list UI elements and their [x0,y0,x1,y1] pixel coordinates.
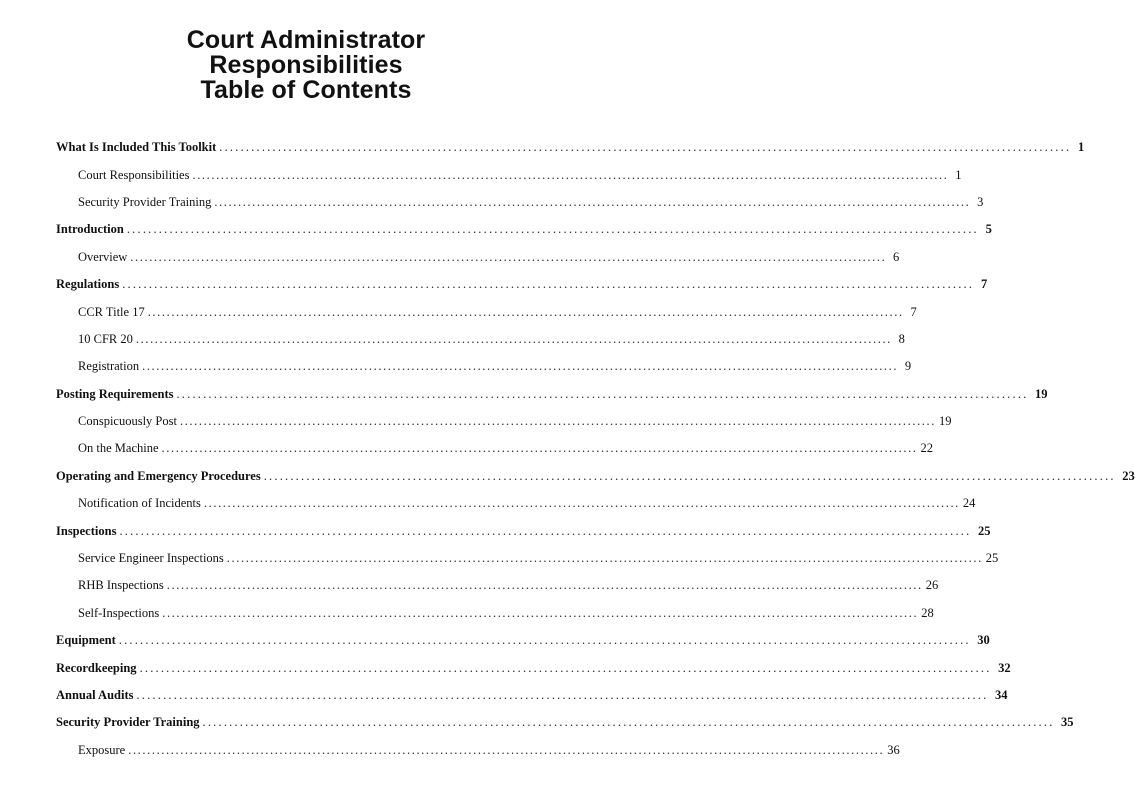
toc-entry-label: Exposure [78,743,128,758]
toc-entry-label: Self-Inspections [78,606,162,621]
toc-section-entry [56,216,992,243]
dot-leader: ................................................................................................................................................................ [122,277,975,292]
dot-leader: ................................................................................................................................................................ [263,468,1116,483]
toc-entry-label: Security Provider Training [78,195,214,210]
toc-entry-page-number: 19 [1034,386,1048,401]
toc-section-entry [56,654,1011,681]
title-line-2: Responsibilities [209,51,403,79]
dot-leader: ................................................................................................................................................................ [179,414,936,429]
toc-entry-page-number: 7 [910,304,917,319]
toc-entry-page-number: 1 [1078,140,1085,155]
toc-subsection-entry [56,600,934,627]
toc-entry-label: Security Provider Training [56,715,203,730]
dot-leader: ................................................................................................................................................................ [203,496,960,511]
toc-entry-page-number: 32 [998,660,1011,675]
toc-entry-label: 10 CFR 20 [78,332,136,347]
toc-subsection-entry [56,353,912,380]
title-line-3: Table of Contents [200,76,412,104]
toc-subsection-entry [56,408,952,435]
toc-entry-label: CCR Title 17 [78,305,148,320]
dot-leader: ................................................................................................................................................................ [128,742,885,757]
dot-leader: ................................................................................................................................................................ [192,167,949,182]
toc-entry-label: Inspections [56,524,119,539]
toc-entry-label: Equipment [56,633,119,648]
toc-entry-page-number: 8 [898,331,905,346]
toc-section-entry [56,381,1048,408]
dot-leader: ................................................................................................................................................................ [161,441,918,456]
toc-entry-page-number: 36 [887,742,900,757]
toc-entry-page-number: 6 [893,249,900,264]
toc-entry-page-number: 26 [925,578,939,593]
toc-subsection-entry [56,189,984,216]
toc-entry-page-number: 5 [985,222,992,237]
dot-leader: ................................................................................................................................................................ [166,578,923,593]
toc-entry-page-number: 28 [921,605,934,620]
toc-subsection-entry [56,737,900,764]
toc-entry-page-number: 23 [1122,468,1135,483]
toc-entry-label: Recordkeeping [56,661,140,676]
toc-entry-label: Annual Audits [56,688,136,703]
toc-entry-label: RHB Inspections [78,578,167,593]
dot-leader: ................................................................................................................................................................ [135,331,892,346]
toc-entry-label: What Is Included This Toolkit [56,140,219,155]
dot-leader: ................................................................................................................................................................ [126,222,979,237]
toc-section-entry [56,627,990,654]
toc-entry-label: Overview [78,250,130,265]
toc-entry-page-number: 30 [977,633,990,648]
toc-entry-page-number: 22 [920,441,934,456]
toc-entry-label: Regulations [56,277,122,292]
toc-subsection-entry [56,572,939,599]
toc-entry-page-number: 35 [1061,715,1074,730]
toc-entry-page-number: 25 [977,523,991,538]
toc-section-entry [56,517,991,544]
dot-leader: ................................................................................................................................................................ [202,715,1055,730]
toc-entry-label: Posting Requirements [56,387,176,402]
toc-entry-page-number: 9 [904,359,912,374]
toc-entry-page-number: 1 [955,167,962,182]
toc-subsection-entry [56,545,999,572]
toc-section-entry [56,134,1085,161]
toc-subsection-entry [56,326,905,353]
toc-entry-page-number: 24 [962,496,976,511]
toc-entry-label: Service Engineer Inspections [78,551,227,566]
dot-leader: ................................................................................................................................................................ [142,359,899,374]
toc-subsection-entry [56,490,976,517]
toc-subsection-entry [56,244,900,271]
document-title [0,28,612,103]
dot-leader: ................................................................................................................................................................ [214,194,971,209]
dot-leader: ................................................................................................................................................................ [219,140,1072,155]
toc-subsection-entry [56,298,917,325]
toc-entry-label: On the Machine [78,441,162,456]
dot-leader: ................................................................................................................................................................ [176,386,1029,401]
toc-entry-label: Court Responsibilities [78,168,192,183]
dot-leader: ................................................................................................................................................................ [119,523,972,538]
toc-entry-page-number: 3 [977,194,984,209]
toc-entry-page-number: 25 [985,551,999,566]
toc-entry-label: Introduction [56,222,127,237]
toc-entry-page-number: 7 [980,277,988,292]
toc-subsection-entry [56,161,962,188]
dot-leader: ................................................................................................................................................................ [139,660,992,675]
toc-section-entry [56,709,1074,736]
dot-leader: ................................................................................................................................................................ [130,249,887,264]
toc-entry-label: Registration [78,359,142,374]
toc-section-entry [56,271,988,298]
toc-entry-label: Notification of Incidents [78,496,204,511]
toc-entry-page-number: 34 [994,688,1008,702]
toc-entry-label: Conspicuously Post [78,414,180,429]
dot-leader: ................................................................................................................................................................ [147,304,904,319]
dot-leader: ................................................................................................................................................................ [136,688,989,702]
toc-subsection-entry [56,435,934,462]
dot-leader: ................................................................................................................................................................ [118,633,971,648]
toc-section-entry [56,682,1008,709]
table-of-contents [56,134,1135,764]
toc-section-entry [56,463,1135,490]
dot-leader: ................................................................................................................................................................ [226,551,983,566]
title-line-1: Court Administrator [186,26,426,54]
dot-leader: ................................................................................................................................................................ [162,605,919,620]
toc-entry-page-number: 19 [938,414,952,429]
toc-entry-label: Operating and Emergency Procedures [56,469,264,484]
